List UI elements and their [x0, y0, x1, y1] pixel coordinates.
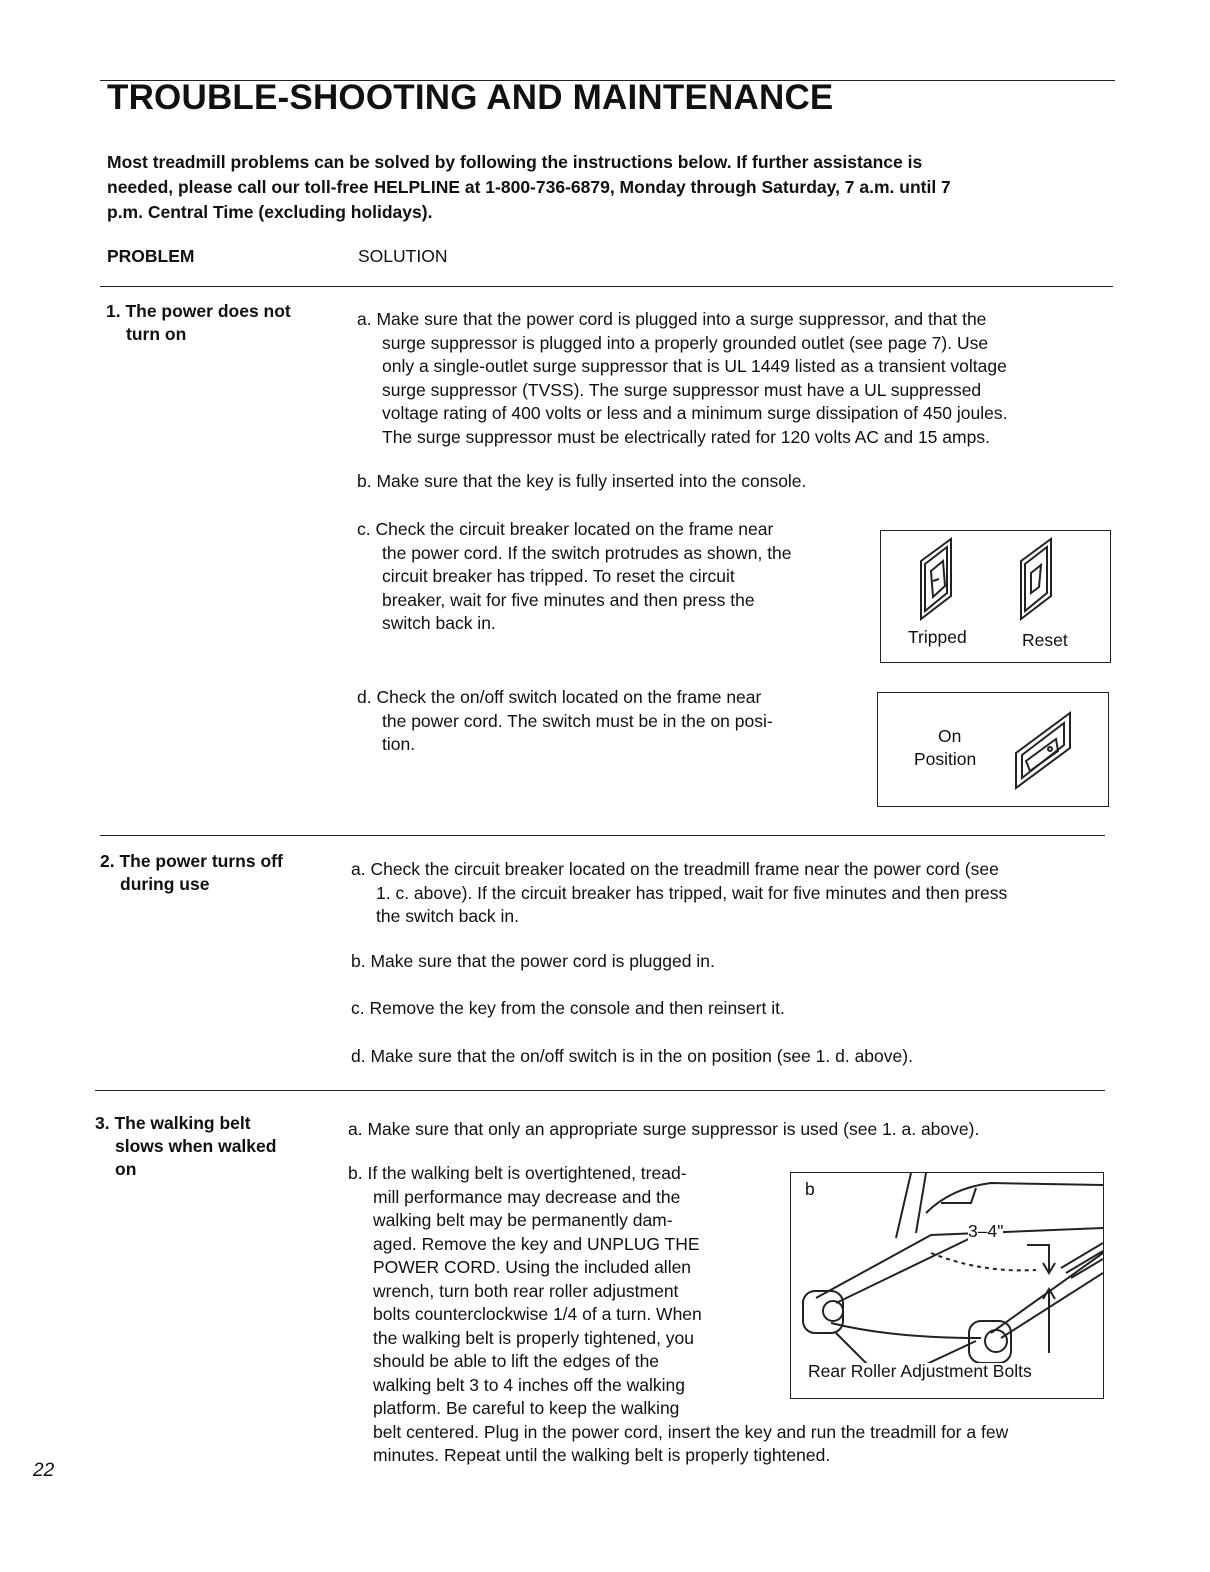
- solution-line: the switch back in.: [376, 906, 519, 926]
- divider-1: [100, 835, 1105, 836]
- solution-line: bolts counterclockwise 1/4 of a turn. When: [373, 1304, 702, 1324]
- solution-line: c. Remove the key from the console and then reinsert it.: [351, 998, 785, 1018]
- breaker-figure: [880, 530, 1111, 663]
- solution-line: tion.: [382, 734, 416, 754]
- solution-line: switch back in.: [382, 613, 496, 633]
- page-number: 22: [33, 1460, 55, 1481]
- solution-2a: [351, 858, 1007, 929]
- divider-2: [95, 1090, 1105, 1091]
- solution-line: d. Make sure that the on/off switch is in the on position (see 1. d. above).: [351, 1046, 913, 1066]
- solution-line: a. Make sure that only an appropriate surge suppressor is used (see 1. a. above).: [348, 1119, 980, 1139]
- solution-2b: [351, 950, 715, 974]
- solution-line: should be able to lift the edges of the: [373, 1351, 660, 1371]
- solution-line: POWER CORD. Using the included allen: [373, 1257, 692, 1277]
- page-title: TROUBLE-SHOOTING AND MAINTENANCE: [107, 78, 834, 117]
- intro-line: needed, please call our toll-free HELPLINE at 1-800-736-6879, Monday through Saturday, 7 a.m. until 7: [107, 177, 951, 197]
- belt-figure: [790, 1172, 1104, 1399]
- solution-2d: [351, 1045, 913, 1069]
- solution-line: platform. Be careful to keep the walking: [373, 1398, 680, 1418]
- onoff-switch-icon: [1008, 703, 1088, 793]
- solution-line: The surge suppressor must be electrically rated for 120 volts AC and 15 amps.: [382, 426, 990, 447]
- solution-line: the walking belt is properly tightened, you: [373, 1327, 695, 1348]
- problem-line: turn on: [126, 324, 187, 344]
- intro-line: p.m. Central Time (excluding holidays).: [107, 202, 433, 222]
- problem-line: during use: [120, 874, 210, 894]
- problem-line: slows when walked: [115, 1136, 277, 1156]
- solution-line: mill performance may decrease and the: [373, 1186, 681, 1207]
- solution-1d: [357, 686, 773, 757]
- reset-label: Reset: [1022, 630, 1068, 650]
- solution-line: d. Check the on/off switch located on the frame near: [357, 687, 762, 707]
- solution-line: only a single-outlet surge suppressor that is UL 1449 listed as a transient voltage: [382, 356, 1007, 376]
- solution-line: minutes. Repeat until the walking belt is properly tightened.: [373, 1445, 831, 1465]
- solution-1a: [357, 308, 1007, 449]
- solution-line: surge suppressor is plugged into a properly grounded outlet (see page 7). Use: [382, 332, 989, 353]
- measure-label: 3–4": [968, 1221, 1004, 1241]
- problem-line: 3. The walking belt: [95, 1113, 251, 1133]
- solution-line: circuit breaker has tripped. To reset the circuit: [382, 566, 735, 586]
- problem-3: [95, 1112, 276, 1181]
- solution-line: wrench, turn both rear roller adjustment: [373, 1280, 679, 1301]
- treadmill-belt-illustration: [791, 1173, 1103, 1363]
- position-label: Position: [914, 749, 977, 769]
- belt-caption: Rear Roller Adjustment Bolts: [808, 1361, 1032, 1381]
- solution-line: b. If the walking belt is overtightened, tread-: [348, 1163, 687, 1183]
- solution-1c: [357, 518, 792, 636]
- solution-line: a. Check the circuit breaker located on the treadmill frame near the power cord (see: [351, 859, 999, 879]
- solution-1b: [357, 470, 806, 494]
- problem-1: [106, 300, 291, 346]
- problem-2: [100, 850, 283, 896]
- problem-line: 1. The power does not: [106, 301, 291, 321]
- solution-line: breaker, wait for five minutes and then press the: [382, 589, 755, 610]
- solution-line: surge suppressor (TVSS). The surge suppressor must have a UL suppressed: [382, 379, 982, 400]
- solution-line: the power cord. If the switch protrudes as shown, the: [382, 542, 792, 563]
- solution-2c: [351, 997, 785, 1021]
- figure-label-b: b: [805, 1179, 815, 1199]
- problem-header: PROBLEM: [107, 246, 195, 266]
- solution-line: c. Check the circuit breaker located on the frame near: [357, 519, 774, 539]
- solution-3a: [348, 1118, 979, 1142]
- solution-line: a. Make sure that the power cord is plugged into a surge suppressor, and that the: [357, 309, 987, 329]
- header-rule: [100, 286, 1113, 287]
- solution-line: the power cord. The switch must be in the on posi-: [382, 710, 773, 731]
- solution-line: walking belt 3 to 4 inches off the walking: [373, 1374, 685, 1395]
- solution-line: b. Make sure that the key is fully inserted into the console.: [357, 471, 807, 491]
- intro-line: Most treadmill problems can be solved by following the instructions below. If further assistance is: [107, 152, 923, 172]
- on-label: On: [938, 726, 962, 746]
- solution-line: walking belt may be permanently dam-: [373, 1210, 673, 1230]
- intro-text: [107, 150, 951, 225]
- onoff-figure: [877, 692, 1109, 807]
- solution-header: SOLUTION: [358, 246, 448, 266]
- problem-line: 2. The power turns off: [100, 851, 283, 871]
- tripped-label: Tripped: [908, 627, 967, 647]
- solution-line: belt centered. Plug in the power cord, insert the key and run the treadmill for a few: [373, 1421, 1009, 1442]
- solution-line: voltage rating of 400 volts or less and a minimum surge dissipation of 450 joules.: [382, 403, 1008, 423]
- breaker-switch-icon: [881, 531, 1110, 631]
- problem-line: on: [115, 1159, 137, 1179]
- solution-line: b. Make sure that the power cord is plugged in.: [351, 951, 715, 971]
- solution-line: aged. Remove the key and UNPLUG THE: [373, 1233, 700, 1254]
- solution-line: 1. c. above). If the circuit breaker has tripped, wait for five minutes and then press: [376, 882, 1008, 903]
